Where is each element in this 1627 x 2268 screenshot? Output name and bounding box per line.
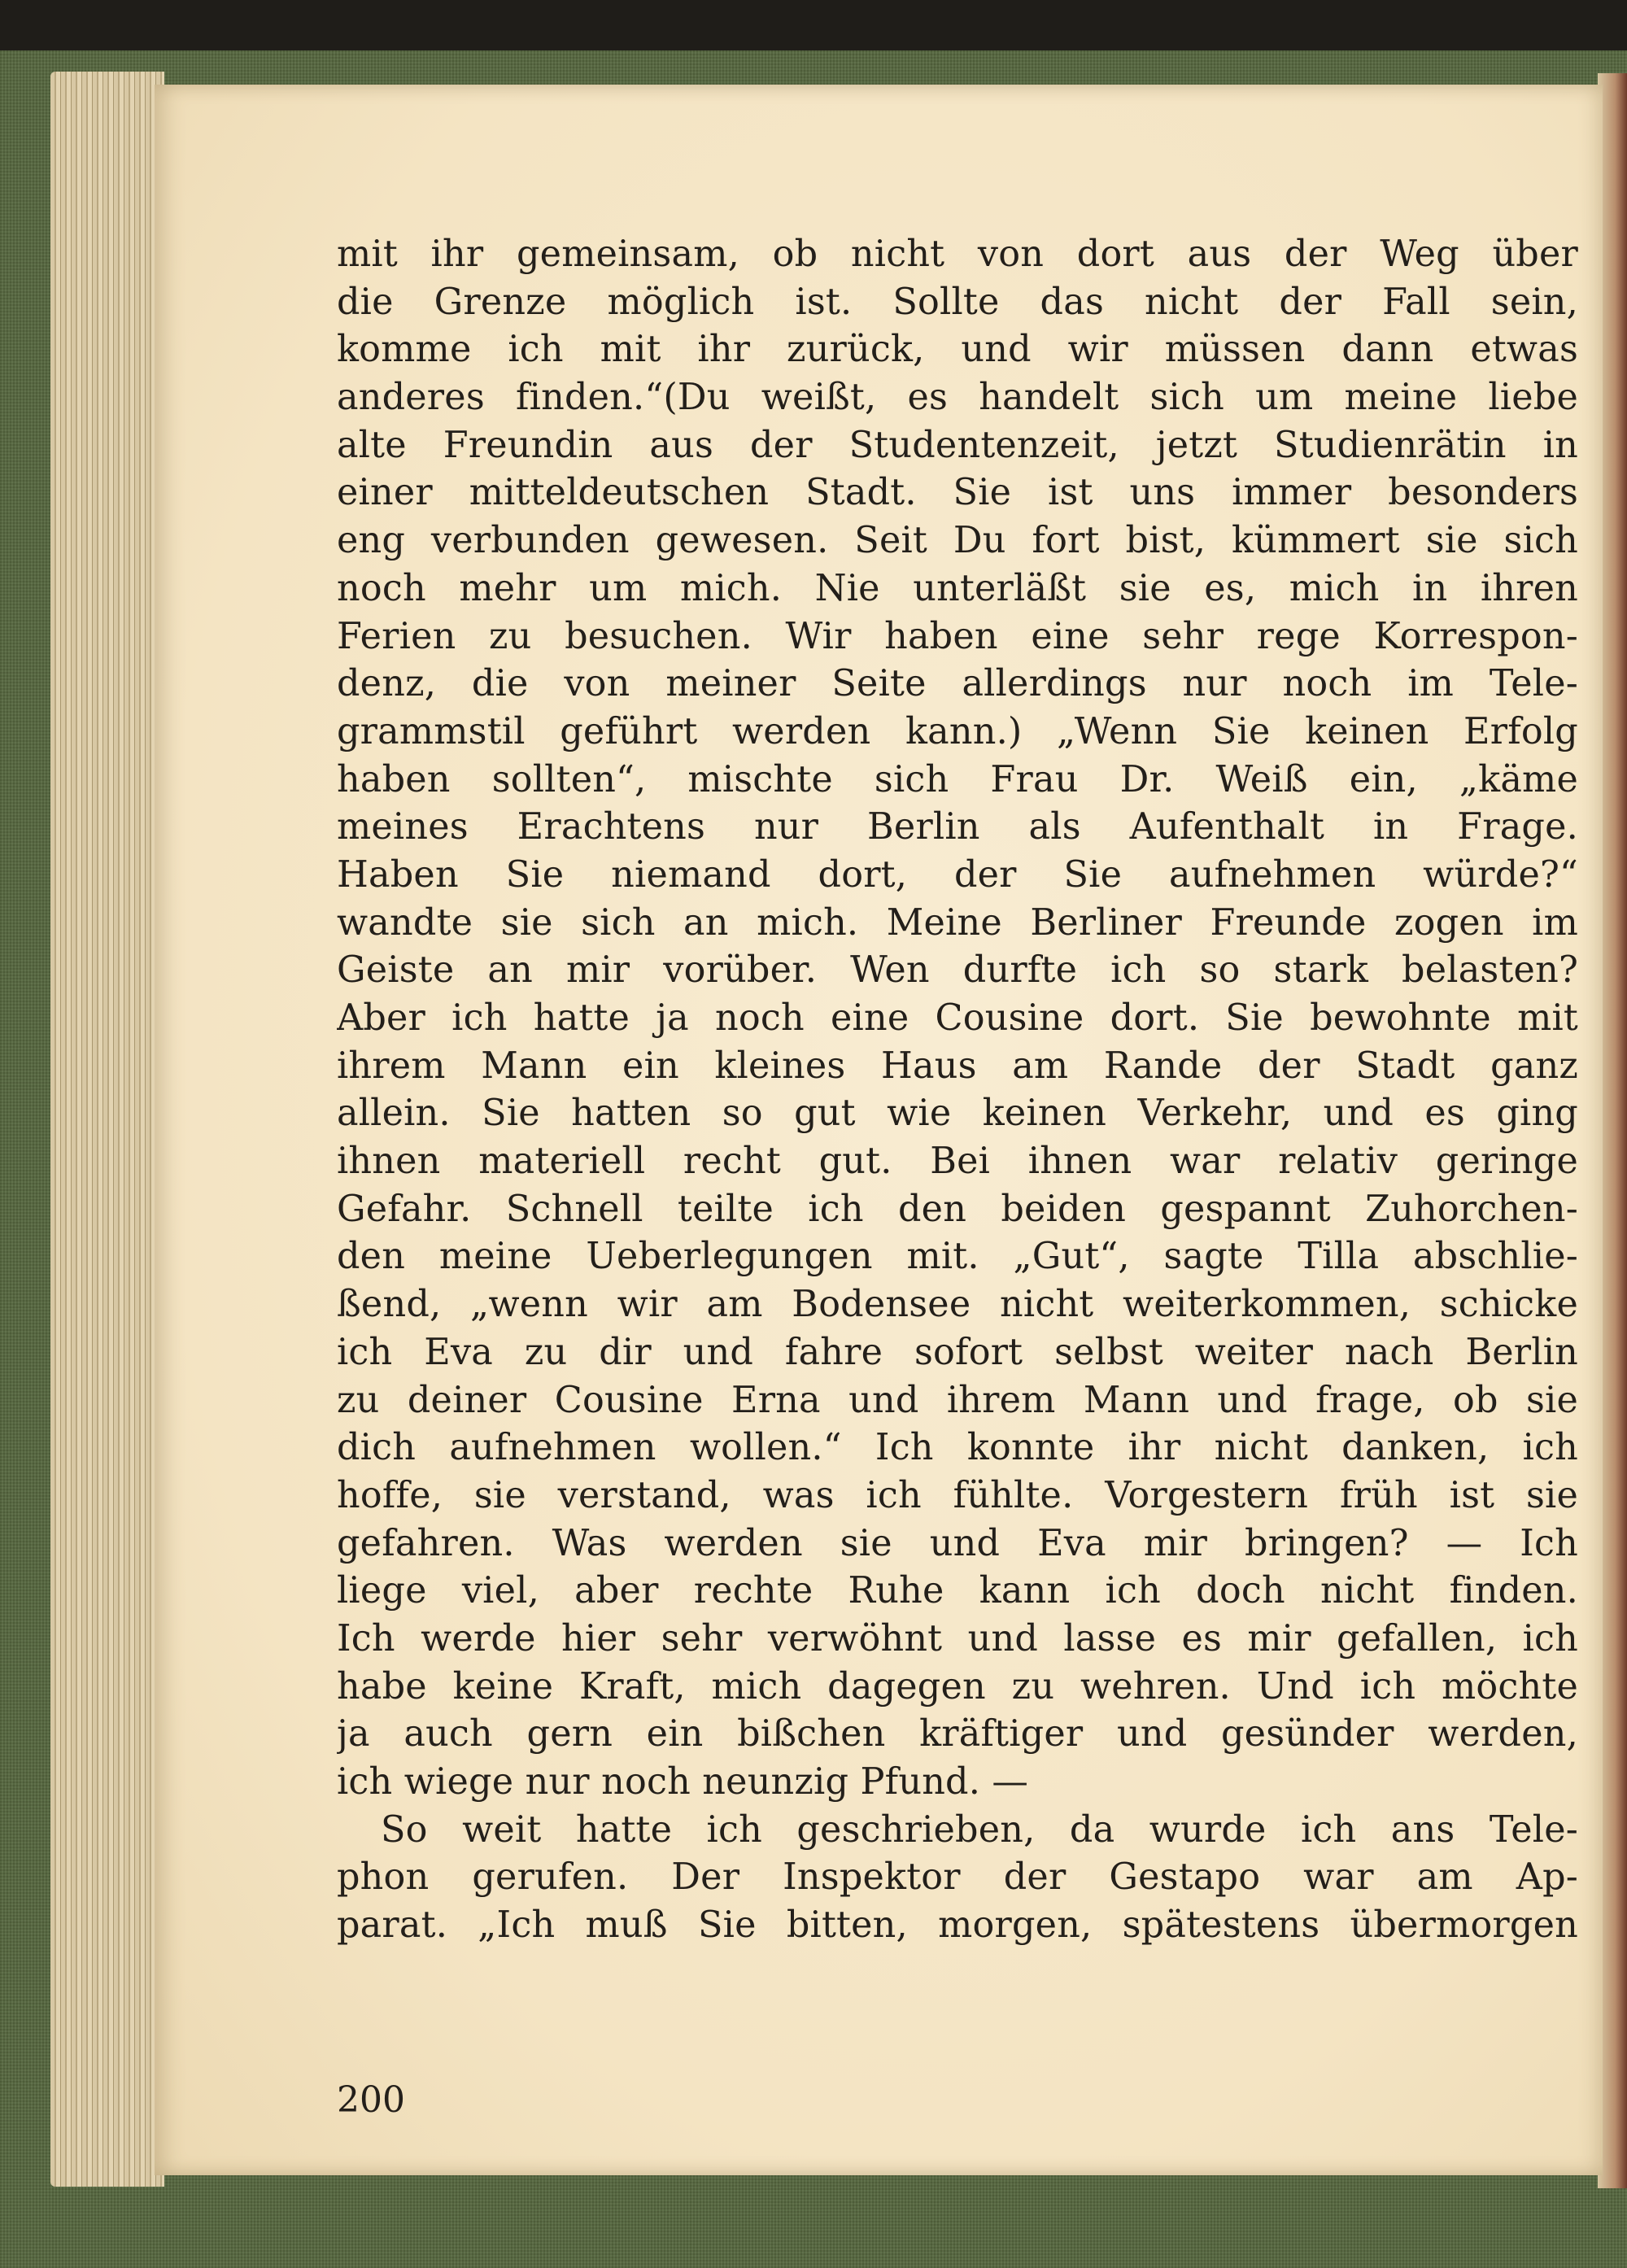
text-line: einer mitteldeutschen Stadt. Sie ist uns immer besonders [337, 472, 1578, 514]
text-line: ßend, „wenn wir am Bodensee nicht weiterkommen, schicke [337, 1284, 1578, 1326]
text-line: habe keine Kraft, mich dagegen zu wehren. Und ich möchte [337, 1665, 1578, 1708]
text-line: komme ich mit ihr zurück, und wir müssen dann etwas [337, 329, 1578, 371]
text-line: Haben Sie niemand dort, der Sie aufnehmen würde?“ [337, 853, 1578, 896]
text-line: allein. Sie hatten so gut wie keinen Verkehr, und es ging [337, 1093, 1578, 1135]
text-line: wandte sie sich an mich. Meine Berliner Freunde zogen im [337, 901, 1578, 944]
text-line: dich aufnehmen wollen.“ Ich konnte ihr nicht danken, ich [337, 1427, 1578, 1469]
body-text [337, 231, 1578, 1950]
text-line: denz, die von meiner Seite allerdings nur noch im Tele- [337, 663, 1578, 705]
text-line: So weit hatte ich geschrieben, da wurde ich ans Tele- [381, 1808, 1578, 1851]
text-line: ich wiege nur noch neunzig Pfund. — [337, 1761, 1029, 1803]
text-line: den meine Ueberlegungen mit. „Gut“, sagte Tilla abschlie- [337, 1236, 1578, 1278]
text-line: noch mehr um mich. Nie unterläßt sie es, mich in ihren [337, 567, 1578, 609]
text-line: phon gerufen. Der Inspektor der Gestapo war am Ap- [337, 1856, 1578, 1899]
text-line: ja auch gern ein bißchen kräftiger und gesünder werden, [337, 1713, 1578, 1756]
text-line: grammstil geführt werden kann.) „Wenn Sie keinen Erfolg [337, 710, 1578, 752]
text-line: mit ihr gemeinsam, ob nicht von dort aus der Weg über [337, 233, 1578, 275]
text-line: eng verbunden gewesen. Seit Du fort bist, kümmert sie sich [337, 520, 1578, 562]
text-line: hoffe, sie verstand, was ich fühlte. Vorgestern früh ist sie [337, 1474, 1578, 1516]
text-line: haben sollten“, mischte sich Frau Dr. Weiß ein, „käme [337, 758, 1578, 800]
text-line: Ich werde hier sehr verwöhnt und lasse es mir gefallen, ich [337, 1617, 1578, 1660]
text-line: ihnen materiell recht gut. Bei ihnen war relativ geringe [337, 1141, 1578, 1183]
text-line: Geiste an mir vorüber. Wen durfte ich so stark belasten? [337, 949, 1578, 992]
text-line: die Grenze möglich ist. Sollte das nicht der Fall sein, [337, 281, 1578, 323]
text-line: zu deiner Cousine Erna und ihrem Mann und frage, ob sie [337, 1379, 1578, 1421]
text-line: ihrem Mann ein kleines Haus am Rande der Stadt ganz [337, 1045, 1578, 1087]
text-line: Aber ich hatte ja noch eine Cousine dort. Sie bewohnte mit [337, 997, 1578, 1039]
text-line: liege viel, aber rechte Ruhe kann ich doch nicht finden. [337, 1570, 1578, 1612]
text-line: Gefahr. Schnell teilte ich den beiden gespannt Zuhorchen- [337, 1188, 1578, 1230]
text-line: Ferien zu besuchen. Wir haben eine sehr rege Korrespon- [337, 615, 1578, 657]
text-line: anderes finden.“(Du weißt, es handelt sich um meine liebe [337, 377, 1578, 419]
page-number: 200 [337, 2079, 405, 2121]
text-line: meines Erachtens nur Berlin als Aufenthalt in Frage. [337, 806, 1578, 848]
text-line: gefahren. Was werden sie und Eva mir bringen? — Ich [337, 1522, 1578, 1564]
text-line: parat. „Ich muß Sie bitten, morgen, spätestens übermorgen [337, 1904, 1578, 1947]
text-line: alte Freundin aus der Studentenzeit, jetzt Studienrätin in [337, 424, 1578, 466]
page-edges [50, 72, 164, 2187]
text-line: ich Eva zu dir und fahre sofort selbst weiter nach Berlin [337, 1331, 1578, 1373]
book-page [155, 85, 1603, 2175]
